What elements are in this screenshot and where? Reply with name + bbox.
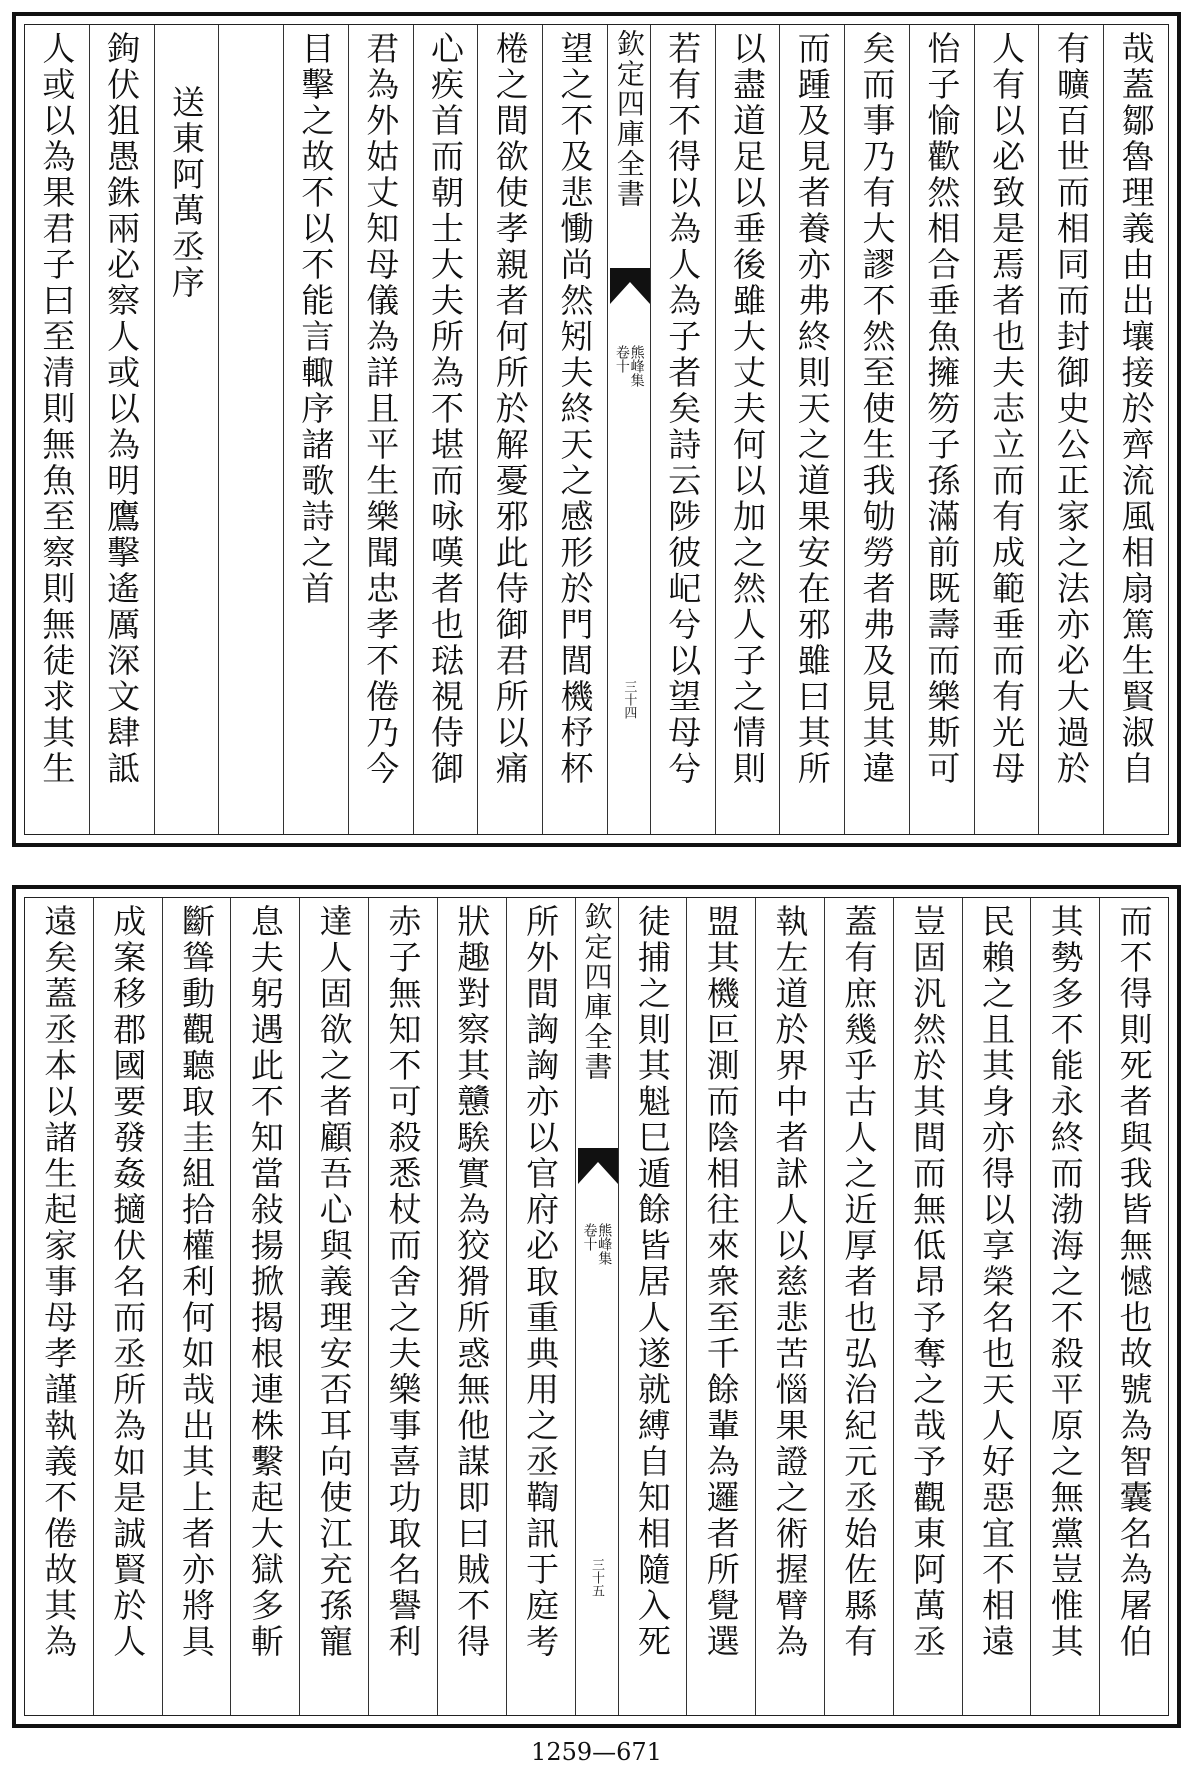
text-column — [93, 898, 162, 1715]
column-text: 斷聳動觀聽取圭組拾權利何如哉出其上者亦將具 — [177, 904, 217, 1660]
text-column — [89, 25, 154, 834]
column-text: 而不得則死者與我皆無憾也故號為智囊名為屠伯 — [1114, 904, 1154, 1660]
gutter-book-title — [582, 1223, 611, 1265]
column-text: 鉤伏狙愚銖兩必察人或以為明鷹擊遙厲深文肆詆 — [102, 31, 142, 787]
gutter-volume-text: 卷十 — [613, 345, 630, 373]
column-text: 徒捕之則其魁巳遁餘皆居人遂就縛自知相隨入死 — [632, 904, 672, 1660]
column-text: 而踵及見者養亦弗終則天之道果安在邪雖曰其所 — [792, 31, 832, 787]
column-text: 目擊之故不以不能言輙序諸歌詩之首 — [296, 31, 336, 607]
empty-column — [218, 25, 283, 834]
column-text: 遠矣蓋丞本以諸生起家事母孝謹執義不倦故其為 — [39, 904, 79, 1660]
text-column — [506, 898, 575, 1715]
bottom-page-frame — [12, 885, 1181, 1728]
gutter-book-title — [614, 345, 643, 387]
top-page-inner-border — [24, 24, 1169, 835]
center-gutter — [575, 898, 618, 1715]
gutter-header: 欽定四庫全書 — [580, 902, 614, 1082]
top-page-columns — [25, 25, 1168, 834]
text-column — [618, 898, 687, 1715]
gutter-page-number: 三十五 — [589, 1558, 604, 1597]
column-text: 狀趣對察其戇騃實為狡猾所惑無他謀即曰賊不得 — [452, 904, 492, 1660]
column-text: 怡子愉歡然相合垂魚擁笏子孫滿前既壽而樂斯可 — [922, 31, 962, 787]
text-column — [650, 25, 715, 834]
text-column — [25, 25, 89, 834]
column-text: 息夫躬遇此不知當敍揚掀揭根連株繫起大獄多斬 — [245, 904, 285, 1660]
text-column — [25, 898, 93, 1715]
text-column — [368, 898, 437, 1715]
text-column — [283, 25, 348, 834]
text-column — [1030, 898, 1099, 1715]
fish-tail-mark-icon — [610, 268, 650, 304]
text-column — [755, 898, 824, 1715]
column-text: 矣而事乃有大謬不然至使生我劬勞者弗及見其違 — [857, 31, 897, 787]
gutter-volume-text: 卷十 — [581, 1223, 598, 1251]
column-text: 哉蓋鄒魯理義由出壤接於齊流風相扇篤生賢淑自 — [1116, 31, 1156, 787]
text-column — [1099, 898, 1168, 1715]
bottom-page-inner-border — [24, 897, 1169, 1716]
text-column — [477, 25, 542, 834]
fish-tail-mark-icon — [578, 1148, 618, 1184]
folio-number: 1259—671 — [531, 1738, 662, 1766]
text-column — [542, 25, 607, 834]
column-text: 盟其機叵測而陰相往來衆至千餘輩為邏者所覺選 — [701, 904, 741, 1660]
gutter-title-text: 熊峰集 — [596, 1223, 613, 1265]
column-text: 若有不得以為人為子者矣詩云陟彼屺兮以望母兮 — [663, 31, 703, 787]
text-column — [413, 25, 478, 834]
column-text: 人或以為果君子曰至清則無魚至察則無徒求其生 — [37, 31, 77, 787]
section-title: 送東阿萬丞序 — [166, 85, 206, 301]
text-column — [779, 25, 844, 834]
text-column — [974, 25, 1039, 834]
column-text: 望之不及悲慟尚然矧夫終天之感形於門閭機杼杯 — [555, 31, 595, 787]
text-column — [162, 898, 231, 1715]
text-column — [686, 898, 755, 1715]
column-text: 成案移郡國要發姦擿伏名而丞所為如是誠賢於人 — [108, 904, 148, 1660]
section-title-column — [154, 25, 219, 834]
bottom-page-columns — [25, 898, 1168, 1715]
text-column — [909, 25, 974, 834]
text-column — [348, 25, 413, 834]
center-gutter — [607, 25, 650, 834]
gutter-page-number: 三十四 — [621, 680, 637, 719]
column-text: 執左道於界中者訹人以慈悲苦惱果證之術握臂為 — [770, 904, 810, 1660]
text-column — [1103, 25, 1168, 834]
column-text: 有曠百世而相同而封御史公正家之法亦必大過於 — [1051, 31, 1091, 787]
column-text: 人有以必致是焉者也夫志立而有成範垂而有光母 — [987, 31, 1027, 787]
gutter-header: 欽定四庫全書 — [612, 29, 646, 209]
column-text: 以盡道足以垂後雖大丈夫何以加之然人子之情則 — [728, 31, 768, 787]
column-text: 所外間詾詾亦以官府必取重典用之丞鞫訊于庭考 — [521, 904, 561, 1660]
column-text: 君為外姑丈知母儀為詳且平生樂聞忠孝不倦乃今 — [361, 31, 401, 787]
column-text: 豈固汎然於其間而無低昂予奪之哉予觀東阿萬丞 — [908, 904, 948, 1660]
column-text: 棬之間欲使孝親者何所於解憂邪此侍御君所以痛 — [490, 31, 530, 787]
text-column — [962, 898, 1031, 1715]
column-text: 心疾首而朝士大夫所為不堪而咏嘆者也琺視侍御 — [425, 31, 465, 787]
text-column — [824, 898, 893, 1715]
text-column — [893, 898, 962, 1715]
gutter-title-text: 熊峰集 — [628, 345, 645, 387]
text-column — [230, 898, 299, 1715]
top-page-frame — [12, 12, 1181, 847]
text-column — [1038, 25, 1103, 834]
column-text: 蓋有庶幾乎古人之近厚者也弘治紀元丞始佐縣有 — [839, 904, 879, 1660]
column-text: 赤子無知不可殺悉杖而舍之夫樂事喜功取名譽利 — [383, 904, 423, 1660]
column-text: 民賴之且其身亦得以享榮名也天人好惡宜不相遠 — [976, 904, 1016, 1660]
text-column — [844, 25, 909, 834]
text-column — [299, 898, 368, 1715]
text-column — [715, 25, 780, 834]
column-text: 其勢多不能永終而渤海之不殺平原之無黨豈惟其 — [1045, 904, 1085, 1660]
column-text: 達人固欲之者顧吾心與義理安否耳向使江充孫寵 — [314, 904, 354, 1660]
text-column — [437, 898, 506, 1715]
